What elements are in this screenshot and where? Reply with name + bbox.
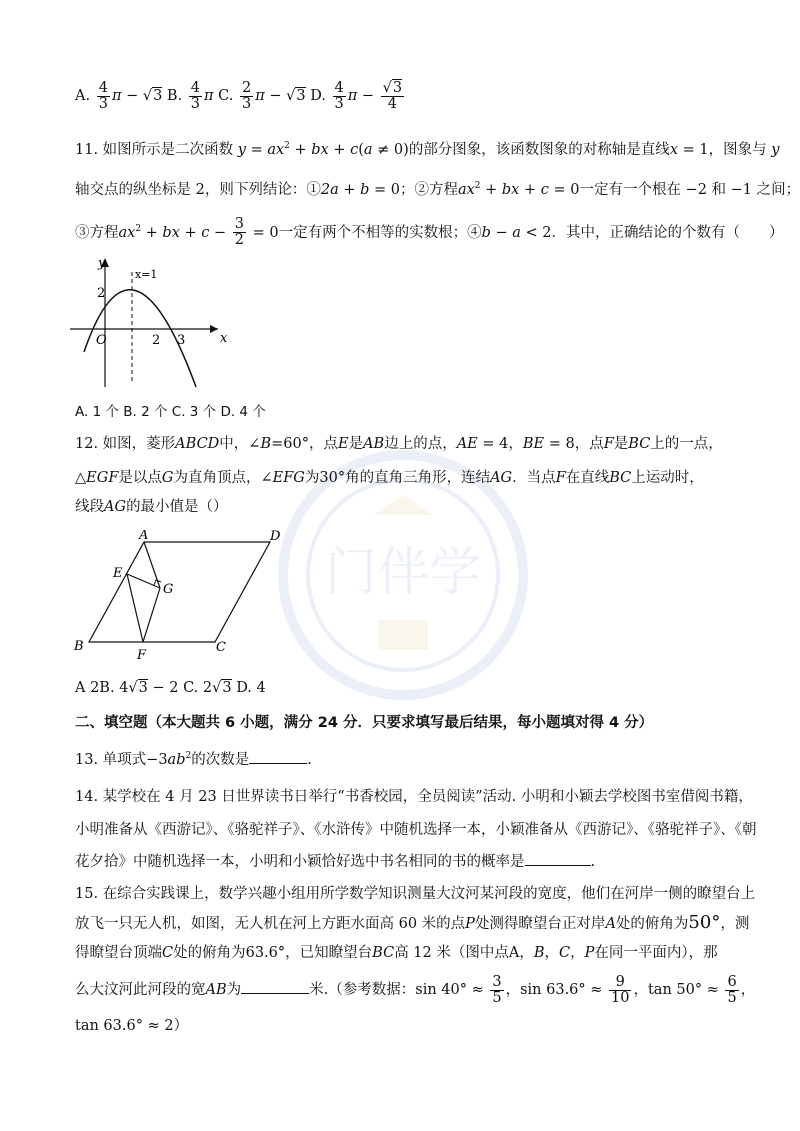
q14-line2: 小明准备从《西游记》、《骆驼祥子》、《水浒传》中随机选择一本，小颖准备从《西游记》、《骆驼祥子》、《朝 bbox=[75, 822, 757, 838]
q11-line2: 轴交点的纵坐标是 2，则下列结论：①2a + b = 0；②方程$ax^2$ + bx + c = 0一定有一个根在 −2 和 −1 之间； bbox=[75, 181, 800, 198]
x-axis-label: x bbox=[220, 331, 228, 346]
q14-line3: 花夕拾》中随机选择一本，小明和小颖恰好选中书名相同的书的概率是 . bbox=[75, 854, 596, 870]
label-f: F bbox=[137, 648, 147, 663]
x-tick-2: 2 bbox=[152, 333, 161, 348]
q11-options: A. 1 个 B. 2 个 C. 3 个 D. 4 个 bbox=[75, 404, 266, 420]
q15-line1: 15. 在综合实践课上，数学兴趣小组用所学数学知识测量大汶河某河段的宽度，他们在河岸一侧的瞭望台上 bbox=[75, 886, 756, 902]
q13-line: 13. 单项式$-3ab^2$的次数是 . bbox=[75, 751, 312, 768]
q10-options: A. $\frac{4}{3}$ π − √3 B. $\frac{4}{3}$ π C. $\frac{2}{3}$ π − √3 D. $\frac{4}{3}$ π − $\frac{√3}{4}$ bbox=[75, 79, 403, 112]
q11-line1: 11. 如图所示是二次函数 $y = ax^2$ + bx + c(a ≠ 0)的部分图象，该函数图象的对称轴是直线x = 1，图象与 y bbox=[75, 141, 780, 158]
q15-line3: 得瞭望台顶端C处的俯角为63.6°，已知瞭望台BC高 12 米（图中点A，B，C，P在同一平面内），那 bbox=[75, 945, 718, 961]
y-axis-label: y bbox=[98, 256, 106, 271]
q12-line2: △EGF是以点G为直角顶点，∠EFG为30°角的直角三角形，连结AG．当点F在直线BC上运动时， bbox=[75, 470, 704, 486]
q12-line3: 线段AG的最小值是（） bbox=[75, 499, 228, 515]
segment-eg bbox=[127, 574, 160, 588]
q12-options: A 2B. 4√3 − 2 C. 2√3 D. 4 bbox=[75, 680, 266, 696]
label-b: B bbox=[74, 639, 84, 654]
q10-option-d-label: D. bbox=[310, 88, 326, 104]
section-2-heading: 二、填空题（本大题共 6 小题，满分 24 分．只要求填写最后结果，每小题填对得 4 分） bbox=[75, 715, 654, 731]
y-tick-2: 2 bbox=[97, 286, 106, 301]
rhombus-abcd bbox=[89, 542, 270, 642]
q12-line1: 12. 如图，菱形ABCD中，∠B=60°，点E是AB边上的点，AE = 4，BE = 8，点F是BC上的一点， bbox=[75, 436, 723, 452]
q10-option-c-label: C. bbox=[218, 88, 234, 104]
label-c: C bbox=[216, 640, 226, 655]
segment-fg bbox=[143, 588, 160, 642]
label-d: D bbox=[270, 530, 281, 544]
q11-line3: ③方程$ax^2$ + bx + c − $\frac{3}{2}$ = 0一定有两个不相等的实数根；④b − a < 2．其中，正确结论的个数有（ ） bbox=[75, 216, 784, 249]
symmetry-axis-label: x=1 bbox=[135, 268, 158, 281]
x-axis-arrow bbox=[210, 325, 218, 333]
q14-line1: 14. 某学校在 4 月 23 日世界读书日举行“书香校园，全员阅读”活动. 小明和小颖去学校图书室借阅书籍， bbox=[75, 789, 753, 805]
q10-option-a-label: A. bbox=[75, 88, 91, 104]
q10-option-b-label: B. bbox=[166, 88, 183, 104]
origin-label: O bbox=[96, 333, 107, 348]
q15-line5: tan 63.6° ≈ 2） bbox=[75, 1018, 189, 1034]
segment-ef bbox=[127, 574, 143, 642]
label-e: E bbox=[113, 566, 123, 581]
q15-line2: 放飞一只无人机，如图，无人机在河上方距水面高 60 米的点P处测得瞭望台正对岸A处的俯角为50°，测 bbox=[75, 912, 750, 933]
q15-line4: 么大汶河此河段的宽AB为 米.（参考数据：sin 40° ≈ $\frac{3}{5}$ ，sin 63.6° ≈ $\frac{9}{10}$ ，tan 50° ≈ $\frac{6}{5}$ ， bbox=[75, 973, 756, 1006]
watermark-text: 门伴学 bbox=[324, 543, 482, 603]
x-tick-3: 3 bbox=[177, 333, 186, 348]
label-a: A bbox=[139, 530, 149, 543]
q11-parabola-graph bbox=[68, 252, 238, 392]
q12-rhombus-figure bbox=[70, 530, 290, 665]
label-g: G bbox=[163, 582, 174, 597]
